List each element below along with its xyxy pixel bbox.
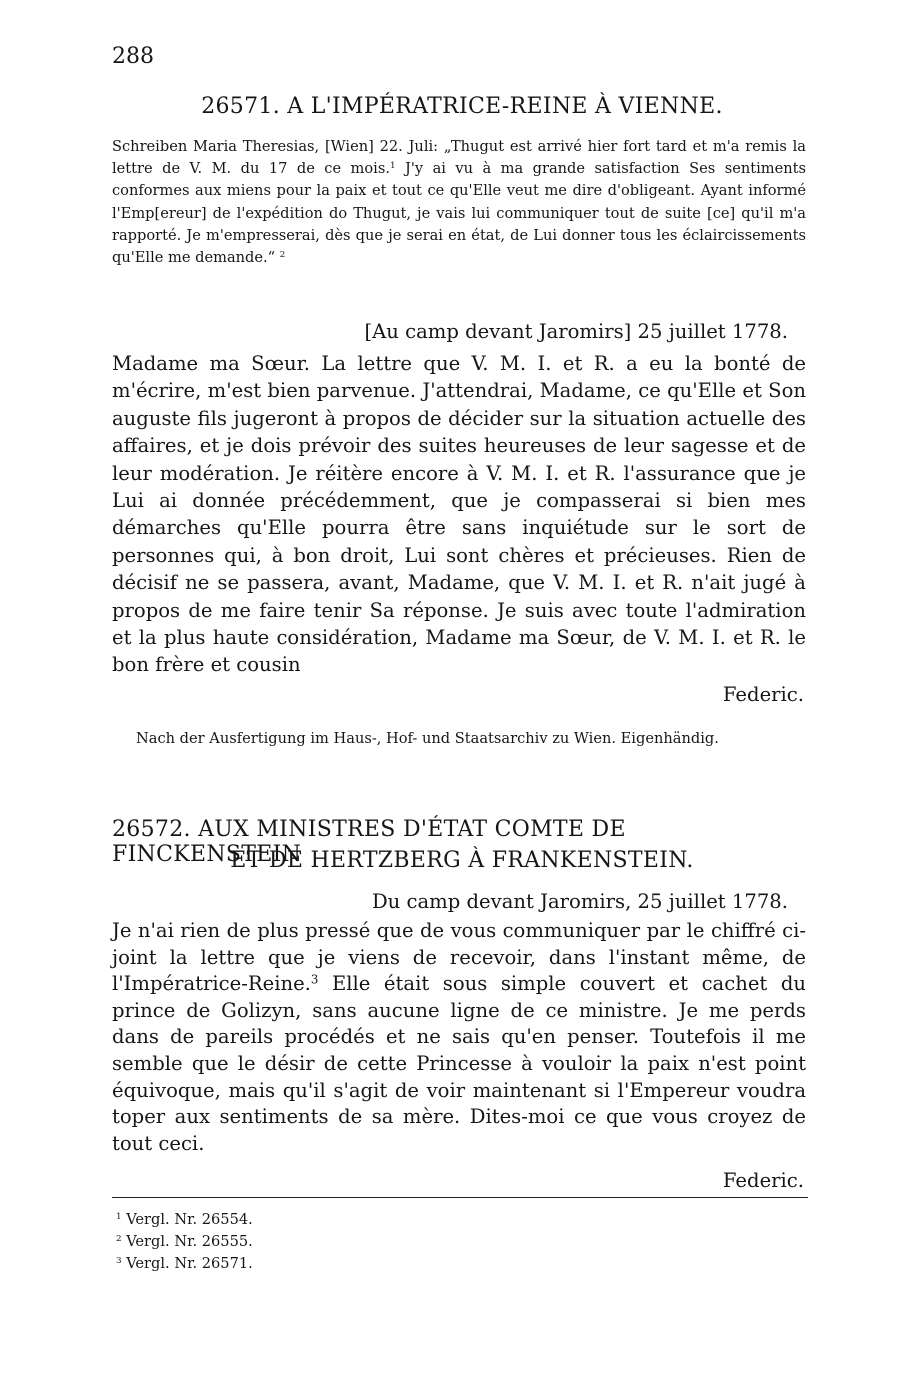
- page-number: 288: [112, 44, 154, 69]
- footnote-3-text: Vergl. Nr. 26571.: [126, 1255, 253, 1272]
- letter-2-body-text: Je n'ai rien de plus pressé que de vous communiquer par le chiffré ci-joint la lettre que je viens de recevoir, dans l'instant même, de l'Impératrice-Reine.: [112, 919, 806, 996]
- letter-1-intro: [112, 136, 806, 269]
- footnote-ref-1: 1: [389, 161, 396, 172]
- letter-2-heading-line-1: 26572. AUX MINISTRES D'ÉTAT COMTE DE FINCKENSTEIN: [112, 817, 626, 867]
- footnote-3-mark: 3: [116, 1256, 122, 1267]
- letter-2-signature: Federic.: [722, 1169, 804, 1192]
- footnote-1-mark: 1: [116, 1212, 122, 1223]
- footnote-1-text: Vergl. Nr. 26554.: [126, 1211, 253, 1228]
- footnote-1: [116, 1210, 253, 1230]
- footnote-rule: [112, 1197, 808, 1198]
- letter-1-signature: Federic.: [722, 683, 804, 706]
- letter-1-dateline: [Au camp devant Jaromirs] 25 juillet 1778.: [364, 320, 788, 343]
- letter-2-dateline: Du camp devant Jaromirs, 25 juillet 1778.: [371, 890, 788, 913]
- footnote-2-mark: 2: [116, 1234, 122, 1245]
- letter-1-intro-text-cont: J'y ai vu à ma grande satisfaction Ses sentiments conformes aux miens pour la paix et tout ce qu'Elle veut me dire d'obligeant. Ayant informé l'Emp[ereur] de l'expédition do Thugut, je vais lui communiquer tout de suite [ce] qu'il m'a rapporté. Je m'empresserai, dès que je serai en état, de Lui donner tous les éclaircissements qu'Elle me demande.“: [112, 160, 807, 267]
- footnote-ref-3: 3: [310, 972, 319, 987]
- footnote-ref-2: 2: [279, 250, 286, 261]
- letter-1-body: Madame ma Sœur. La lettre que V. M. I. et R. a eu la bonté de m'écrire, m'est bien parvenue. J'attendrai, Madame, ce qu'Elle et Son auguste fils jugeront à propos de décider sur la situation actuelle des affaires, et je dois prévoir des suites heureuses de leur sagesse et de leur modération. Je réitère encore à V. M. I. et R. l'assurance que je Lui ai donnée précédemment, que je compasserai si bien mes démarches qu'Elle pourra être sans inquiétude sur le sort de personnes qui, à bon droit, Lui sont chères et précieuses. Rien de décisif ne se passera, avant, Madame, que V. M. I. et R. n'ait jugé à propos de me faire tenir Sa réponse. Je suis avec toute l'admiration et la plus haute considération, Madame ma Sœur, de V. M. I. et R. le bon frère et cousin: [112, 352, 806, 677]
- footnote-2-text: Vergl. Nr. 26555.: [126, 1233, 253, 1250]
- letter-2-body: [112, 918, 806, 1157]
- letter-1-source-note: Nach der Ausfertigung im Haus-, Hof- und Staatsarchiv zu Wien. Eigenhändig.: [136, 730, 719, 747]
- footnote-2: [116, 1232, 253, 1252]
- letter-2-heading-line-2: ET DE HERTZBERG À FRANKENSTEIN.: [230, 848, 694, 873]
- letter-1-heading: 26571. A L'IMPÉRATRICE-REINE À VIENNE.: [201, 94, 723, 119]
- footnote-3: [116, 1254, 253, 1274]
- letter-1-intro-text: Schreiben Maria Theresias, [Wien] 22. Juli: „Thugut est arrivé hier fort tard et m'a remis la lettre de V. M. du 17 de ce mois.: [112, 138, 806, 178]
- letter-2-body-text-cont: Elle était sous simple couvert et cachet du prince de Golizyn, sans aucune ligne de ce ministre. Je me perds dans de pareils procédés et ne sais qu'en penser. Toutefois il me semble que le désir de cette Princesse à vouloir la paix n'est point équivoque, mais qu'il s'agit de voir maintenant si l'Empereur voudra toper aux sentiments de sa mère. Dites-moi ce que vous croyez de tout ceci.: [112, 972, 806, 1155]
